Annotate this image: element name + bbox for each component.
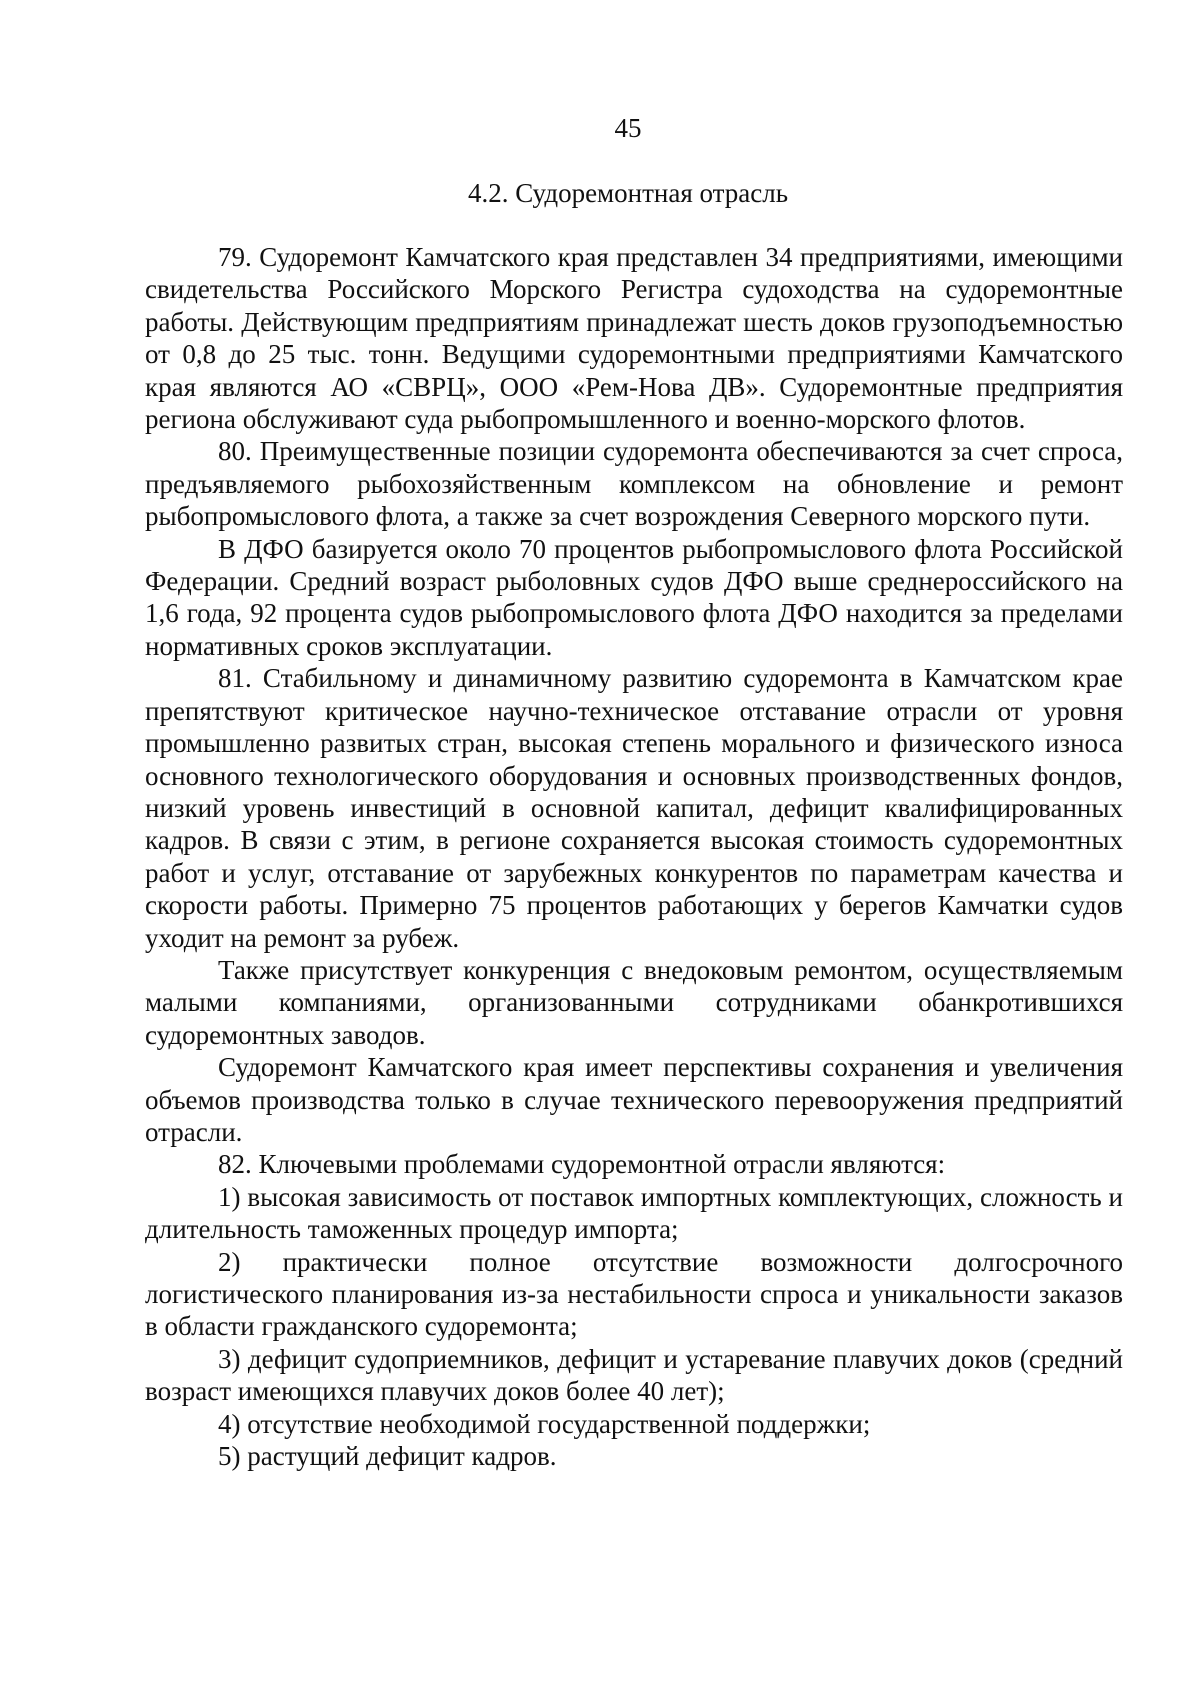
page-number: 45	[614, 113, 642, 143]
section-title: 4.2. Судоремонтная отрасль	[467, 178, 789, 208]
paragraph-81: 81. Стабильному и динамичному развитию судоремонта в Камчатском крае препятствуют критическое научно-техническое отставание отрасли от уровня промышленно развитых стран, высокая степень морального и физического износа основного технологического оборудования и основных производственных фондов, низкий уровень инвестиций в основной капитал, дефицит квалифицированных кадров. В связи с этим, в регионе сохраняется высокая стоимость судоремонтных работ и услуг, отставание от зарубежных конкурентов по параметрам качества и скорости работы. Примерно 75 процентов работающих у берегов Камчатки судов уходит на ремонт за рубеж.	[145, 663, 1123, 953]
paragraph-79: 79. Судоремонт Камчатского края представлен 34 предприятиями, имеющими свидетельства Российского Морского Регистра судоходства на судоремонтные работы. Действующим предприятиям принадлежат шесть доков грузоподъемностью от 0,8 до 25 тыс. тонн. Ведущими судоремонтными предприятиями Камчатского края являются АО «СВРЦ», ООО «Рем-Нова ДВ». Судоремонтные предприятия региона обслуживают суда рыбопромышленного и военно-морского флотов.	[145, 242, 1123, 435]
problem-item-4: 4) отсутствие необходимой государственной поддержки;	[218, 1408, 871, 1439]
problem-item-5: 5) растущий дефицит кадров.	[218, 1441, 557, 1472]
problem-item-2: 2) практически полное отсутствие возможности долгосрочного логистического планирования из-за нестабильности спроса и уникальности заказов в области гражданского судоремонта;	[145, 1246, 1123, 1342]
problem-item-1: 1) высокая зависимость от поставок импортных комплектующих, сложность и длительность таможенных процедур импорта;	[145, 1181, 1123, 1245]
paragraph-82: 82. Ключевыми проблемами судоремонтной отрасли являются:	[218, 1149, 946, 1180]
document-body	[145, 241, 1123, 1472]
paragraph-81-perspectives: Судоремонт Камчатского края имеет перспективы сохранения и увеличения объемов производства только в случае технического перевооружения предприятий отрасли.	[145, 1052, 1123, 1147]
paragraph-81-competition: Также присутствует конкуренция с внедоковым ремонтом, осуществляемым малыми компаниями, организованными сотрудниками обанкротившихся судоремонтных заводов.	[145, 954, 1123, 1050]
paragraph-80: 80. Преимущественные позиции судоремонта обеспечиваются за счет спроса, предъявляемого рыбохозяйственным комплексом на обновление и ремонт рыбопромыслового флота, а также за счет возрождения Северного морского пути.	[145, 436, 1123, 532]
problem-item-3: 3) дефицит судоприемников, дефицит и устаревание плавучих доков (средний возраст имеющихся плавучих доков более 40 лет);	[145, 1343, 1123, 1407]
paragraph-80-dfo: В ДФО базируется около 70 процентов рыбопромыслового флота Российской Федерации. Средний возраст рыболовных судов ДФО выше среднероссийского на 1,6 года, 92 процента судов рыбопромыслового флота ДФО находится за пределами нормативных сроков эксплуатации.	[145, 533, 1123, 661]
